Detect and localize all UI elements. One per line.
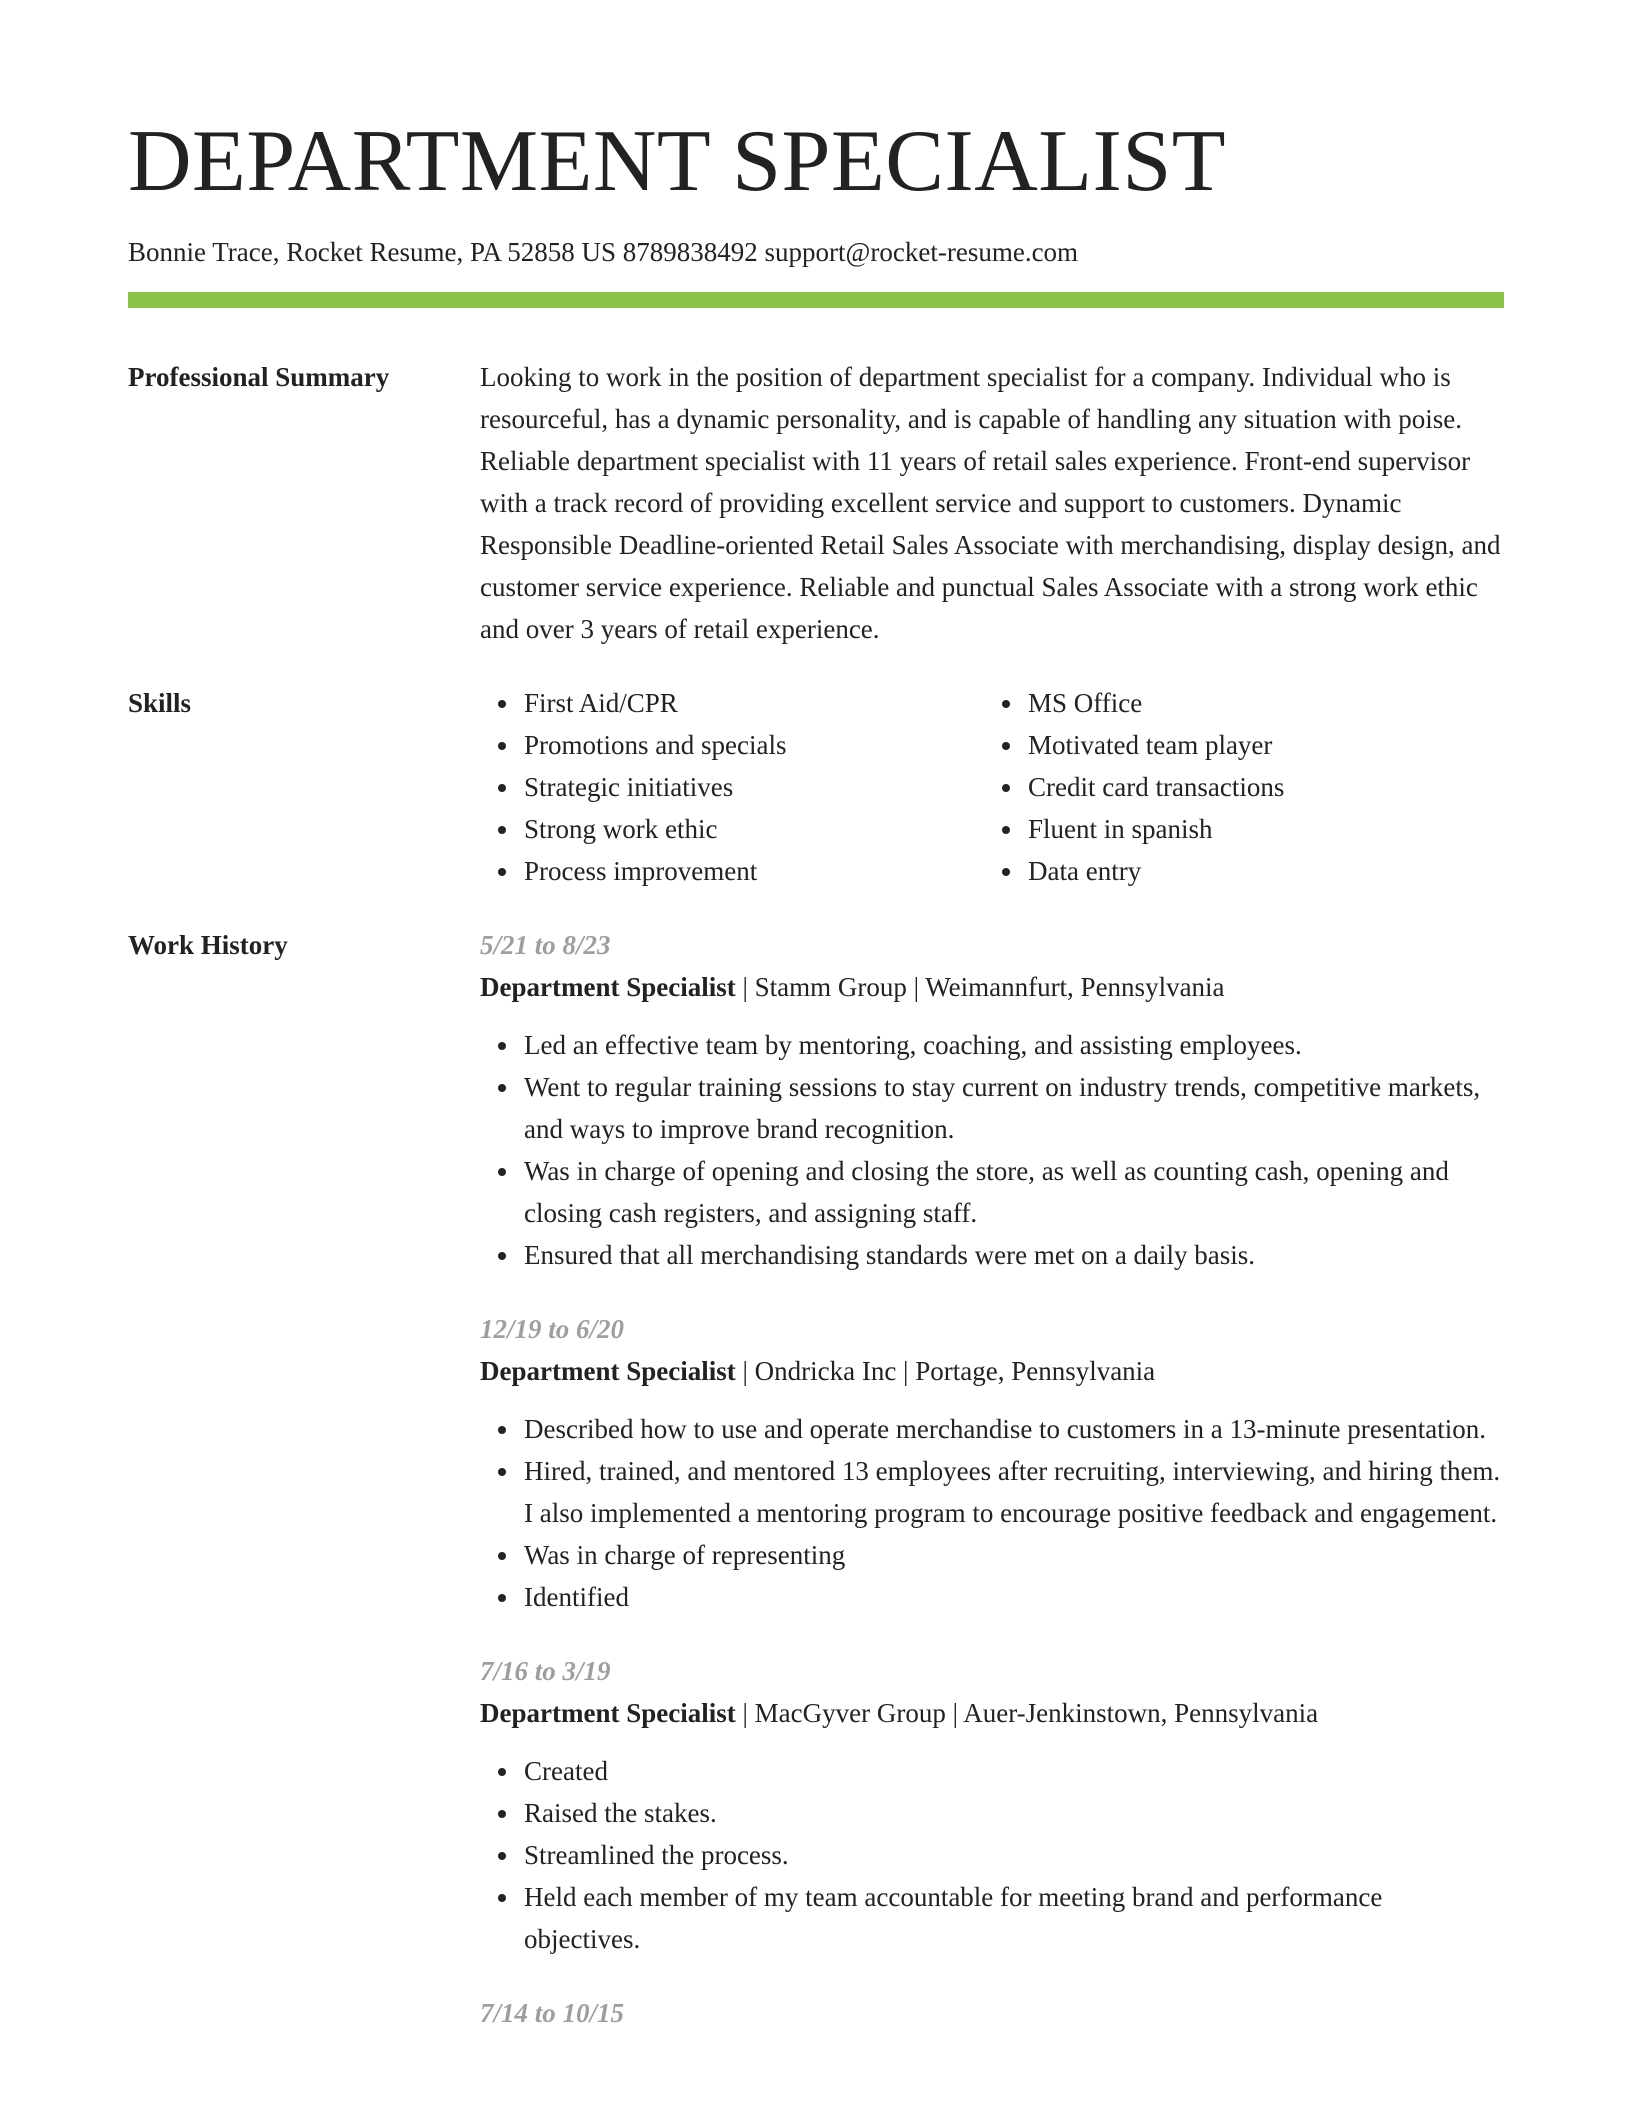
job-bullet: Went to regular training sessions to stay current on industry trends, competitive markets, and ways to improve brand recognition. xyxy=(524,1066,1504,1150)
skills-section xyxy=(128,682,1504,892)
summary-title: Professional Summary xyxy=(128,362,390,392)
job-dates: 12/19 to 6/20 xyxy=(480,1314,625,1344)
summary-text: Looking to work in the position of department specialist for a company. Individual who is resourceful, has a dynamic personality, and is capable of handling any situation with poise. Reliable department specialist with 11 years of retail sales experience. Front-end supervisor with a track record of providing excellent service and support to customers. Dynamic Responsible Deadline-oriented Retail Sales Associate with merchandising, display design, and customer service experience. Reliable and punctual Sales Associate with a strong work ethic and over 3 years of retail experience. xyxy=(480,362,1501,644)
skill-item: Strategic initiatives xyxy=(524,766,984,808)
job-entry xyxy=(480,1992,1504,2034)
job-title-line xyxy=(480,1350,1504,1392)
job-title: Department Specialist xyxy=(480,1698,736,1728)
job-bullet: Streamlined the process. xyxy=(524,1834,1504,1876)
job-bullet: Raised the stakes. xyxy=(524,1792,1504,1834)
skill-item: Motivated team player xyxy=(1028,724,1488,766)
job-bullet: Was in charge of representing xyxy=(524,1534,1504,1576)
work-history-list xyxy=(480,924,1504,2066)
skill-item: Process improvement xyxy=(524,850,984,892)
skill-item: Strong work ethic xyxy=(524,808,984,850)
job-bullet: Held each member of my team accountable for meeting brand and performance objectives. xyxy=(524,1876,1504,1960)
job-bullet: Was in charge of opening and closing the store, as well as counting cash, opening and closing cash registers, and assigning staff. xyxy=(524,1150,1504,1234)
job-details: | Ondricka Inc | Portage, Pennsylvania xyxy=(735,1356,1156,1386)
skills-column-left xyxy=(480,682,984,892)
job-bullet: Created xyxy=(524,1750,1504,1792)
job-details: | MacGyver Group | Auer-Jenkinstown, Pennsylvania xyxy=(735,1698,1319,1728)
job-title: Department Specialist xyxy=(480,1356,736,1386)
header-divider xyxy=(128,292,1504,308)
resume-name-heading: DEPARTMENT SPECIALIST xyxy=(128,113,1227,210)
work-history-title: Work History xyxy=(128,930,288,960)
resume-page xyxy=(128,113,1504,2066)
job-bullets xyxy=(480,1024,1504,1276)
contact-name-address: Bonnie Trace, Rocket Resume, PA 52858 US xyxy=(128,237,617,267)
job-entry xyxy=(480,1650,1504,1960)
skills-columns xyxy=(480,682,1504,892)
job-title-line xyxy=(480,1692,1504,1734)
skill-item: MS Office xyxy=(1028,682,1488,724)
job-bullet: Ensured that all merchandising standards were met on a daily basis. xyxy=(524,1234,1504,1276)
job-entry xyxy=(480,1308,1504,1618)
job-bullets xyxy=(480,1750,1504,1960)
job-bullet: Led an effective team by mentoring, coaching, and assisting employees. xyxy=(524,1024,1504,1066)
summary-section xyxy=(128,356,1504,650)
skill-item: First Aid/CPR xyxy=(524,682,984,724)
skill-item: Credit card transactions xyxy=(1028,766,1488,808)
job-title-line xyxy=(480,966,1504,1008)
skill-item: Fluent in spanish xyxy=(1028,808,1488,850)
job-bullet: Identified xyxy=(524,1576,1504,1618)
job-dates: 7/14 to 10/15 xyxy=(480,1998,625,2028)
skills-list-right xyxy=(984,682,1488,892)
job-bullets xyxy=(480,1408,1504,1618)
job-details: | Stamm Group | Weimannfurt, Pennsylvania xyxy=(735,972,1225,1002)
skills-title: Skills xyxy=(128,688,192,718)
skill-item: Data entry xyxy=(1028,850,1488,892)
contact-email: support@rocket-resume.com xyxy=(764,237,1079,267)
job-dates: 7/16 to 3/19 xyxy=(480,1656,611,1686)
skills-list-left xyxy=(480,682,984,892)
job-entry xyxy=(480,924,1504,1276)
job-dates: 5/21 to 8/23 xyxy=(480,930,611,960)
skills-column-right xyxy=(984,682,1488,892)
skill-item: Promotions and specials xyxy=(524,724,984,766)
job-bullet: Described how to use and operate merchandise to customers in a 13-minute presentation. xyxy=(524,1408,1504,1450)
job-bullet: Hired, trained, and mentored 13 employees after recruiting, interviewing, and hiring them. I also implemented a mentoring program to encourage positive feedback and engagement. xyxy=(524,1450,1504,1534)
job-title: Department Specialist xyxy=(480,972,736,1002)
contact-line xyxy=(128,234,1504,270)
contact-phone: 8789838492 xyxy=(622,237,758,267)
work-history-section xyxy=(128,924,1504,2066)
